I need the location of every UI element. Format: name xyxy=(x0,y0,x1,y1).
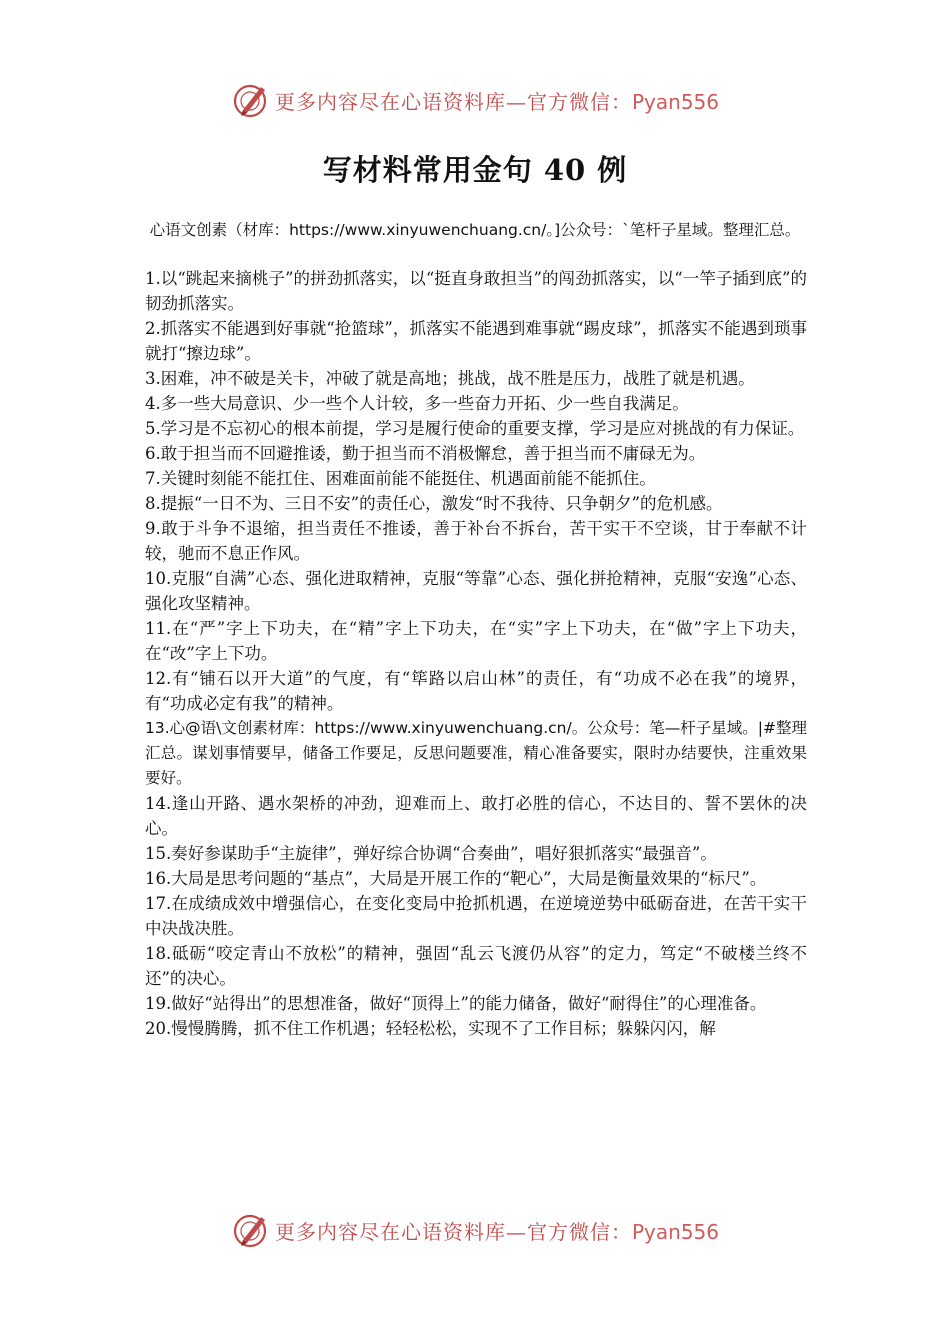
quote-item: 5.学习是不忘初心的根本前提，学习是履行使命的重要支撑，学习是应对挑战的有力保证。 xyxy=(145,419,805,438)
quote-item: 2.抓落实不能遇到好事就“抢篮球”，抓落实不能遇到难事就“踢皮球”，抓落实不能遇到琐事就打“擦边球”。 xyxy=(145,319,807,363)
banner-text: 更多内容尽在心语资料库—官方微信：Pyan556 xyxy=(274,89,719,114)
quote-item: 4.多一些大局意识、少一些个人计较，多一些奋力开拓、少一些自我满足。 xyxy=(145,394,689,413)
banner-text: 更多内容尽在心语资料库—官方微信：Pyan556 xyxy=(274,1219,719,1244)
wechat-id: Pyan556 xyxy=(631,89,719,114)
quote-item: 1.以“跳起来摘桃子”的拼劲抓落实，以“挺直身敢担当”的闯劲抓落实，以“一竿子插到底”的韧劲抓落实。 xyxy=(145,269,807,313)
quote-item: 3.困难，冲不破是关卡，冲破了就是高地；挑战，战不胜是压力，战胜了就是机遇。 xyxy=(145,369,755,388)
quote-item: 7.关键时刻能不能扛住、困难面前能不能挺住、机遇面前能不能抓住。 xyxy=(145,469,656,488)
quote-item: 15.奏好参谋助手“主旋律”，弹好综合协调“合奏曲”，唱好狠抓落实“最强音”。 xyxy=(145,844,717,863)
quote-item: 8.提振“一日不为、三日不安”的责任心，激发“时不我待、只争朝夕”的危机感。 xyxy=(145,494,723,513)
quote-item: 20.慢慢腾腾，抓不住工作机遇；轻轻松松，实现不了工作目标；躲躲闪闪，解 xyxy=(145,1019,716,1038)
header-banner xyxy=(0,78,950,122)
document-title: 写材料常用金句 40 例 xyxy=(322,153,628,187)
quote-item: 6.敢于担当而不回避推诿，勤于担当而不消极懈怠，善于担当而不庸碌无为。 xyxy=(145,444,706,463)
quote-list xyxy=(145,266,807,1041)
footer-banner xyxy=(0,1208,950,1252)
quote-item: 13.心@语\文创素材库：https://www.xinyuwenchuang.cn/。公众号：笔—杆子星域。|#整理汇总。谋划事情要早，储备工作要足，反思问题要准，精心准备要实，限时办结要快，注重效果要好。 xyxy=(145,719,807,787)
quote-item: 12.有“铺石以开大道”的气度，有“筚路以启山林”的责任，有“功成不必在我”的境界，有“功成必定有我”的精神。 xyxy=(145,669,807,713)
quote-item: 16.大局是思考问题的“基点”，大局是开展工作的“靶心”，大局是衡量效果的“标尺”。 xyxy=(145,869,767,888)
quote-item: 14.逢山开路、遇水架桥的冲劲，迎难而上、敢打必胜的信心，不达目的、誓不罢休的决心。 xyxy=(145,794,807,838)
quote-item: 10.克服“自满”心态、强化进取精神，克服“等靠”心态、强化拼抢精神，克服“安逸”心态、强化攻坚精神。 xyxy=(145,569,807,613)
quote-item: 19.做好“站得出”的思想准备，做好“顶得上”的能力储备，做好“耐得住”的心理准备。 xyxy=(145,994,767,1013)
source-note: 心语文创素（材库：https://www.xinyuwenchuang.cn/。]公众号：`笔杆子星域。整理汇总。 xyxy=(149,221,801,239)
wechat-id: Pyan556 xyxy=(631,1219,719,1244)
pen-logo-icon xyxy=(231,1210,271,1250)
quote-item: 17.在成绩成效中增强信心，在变化变局中抢抓机遇，在逆境逆势中砥砺奋进，在苦干实干中决战决胜。 xyxy=(145,894,807,938)
quote-item: 18.砥砺“咬定青山不放松”的精神，强固“乱云飞渡仍从容”的定力，笃定“不破楼兰终不还”的决心。 xyxy=(145,944,807,988)
pen-logo-icon xyxy=(231,80,271,120)
quote-item: 11.在“严”字上下功夫，在“精”字上下功夫，在“实”字上下功夫，在“做”字上下功夫，在“改”字上下功。 xyxy=(145,619,807,663)
quote-item: 9.敢于斗争不退缩，担当责任不推诿，善于补台不拆台，苦干实干不空谈，甘于奉献不计较，驰而不息正作风。 xyxy=(145,519,807,563)
